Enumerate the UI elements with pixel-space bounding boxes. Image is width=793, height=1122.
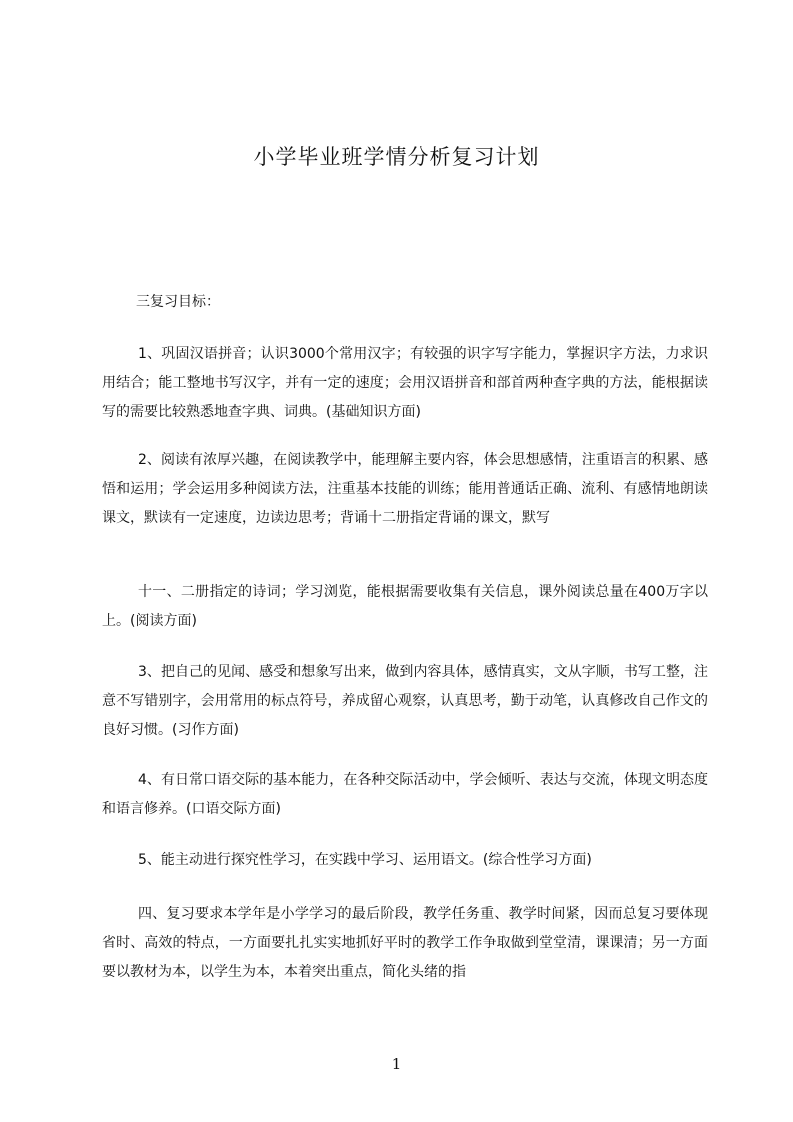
paragraph-review-requirements: 四、复习要求本学年是小学学习的最后阶段，教学任务重、教学时间紧，因而总复习要体现省时、高效的特点，一方面要扎扎实实地抓好平时的教学工作争取做到堂堂清，课课清；另一方面要以教材为本，以学生为本，本着突出重点，简化头绪的指 [102,906,708,980]
paragraph-goal-1: 1、巩固汉语拼音；认识3000个常用汉字；有较强的识字写字能力，掌握识字方法，力求识用结合；能工整地书写汉字，并有一定的速度；会用汉语拼音和部首两种查字典的方法，能根据读写的需要比较熟悉地查字典、词典。(基础知识方面) [102,346,708,420]
paragraph-goal-2-continued: 十一、二册指定的诗词；学习浏览，能根据需要收集有关信息，课外阅读总量在400万字以上。(阅读方面) [102,584,708,629]
paragraph-goal-2: 2、阅读有浓厚兴趣，在阅读教学中，能理解主要内容，体会思想感情，注重语言的积累、感悟和运用；学会运用多种阅读方法，注重基本技能的训练；能用普通话正确、流利、有感情地朗读课文，默读有一定速度，边读边思考；背诵十二册指定背诵的课文，默写 [102,452,708,526]
page-number: 1 [391,1055,402,1073]
document-title: 小学毕业班学情分析复习计划 [253,145,540,169]
section-heading-review-goals: 三复习目标： [136,294,220,310]
paragraph-goal-5: 5、能主动进行探究性学习，在实践中学习、运用语文。(综合性学习方面) [138,852,592,868]
paragraph-goal-3: 3、把自己的见闻、感受和想象写出来，做到内容具体，感情真实，文从字顺，书写工整，注意不写错别字，会用常用的标点符号，养成留心观察，认真思考，勤于动笔，认真修改自己作文的良好习惯。(习作方面) [102,664,708,738]
paragraph-goal-4: 4、有日常口语交际的基本能力，在各种交际活动中，学会倾听、表达与交流，体现文明态度和语言修养。(口语交际方面) [102,772,708,817]
